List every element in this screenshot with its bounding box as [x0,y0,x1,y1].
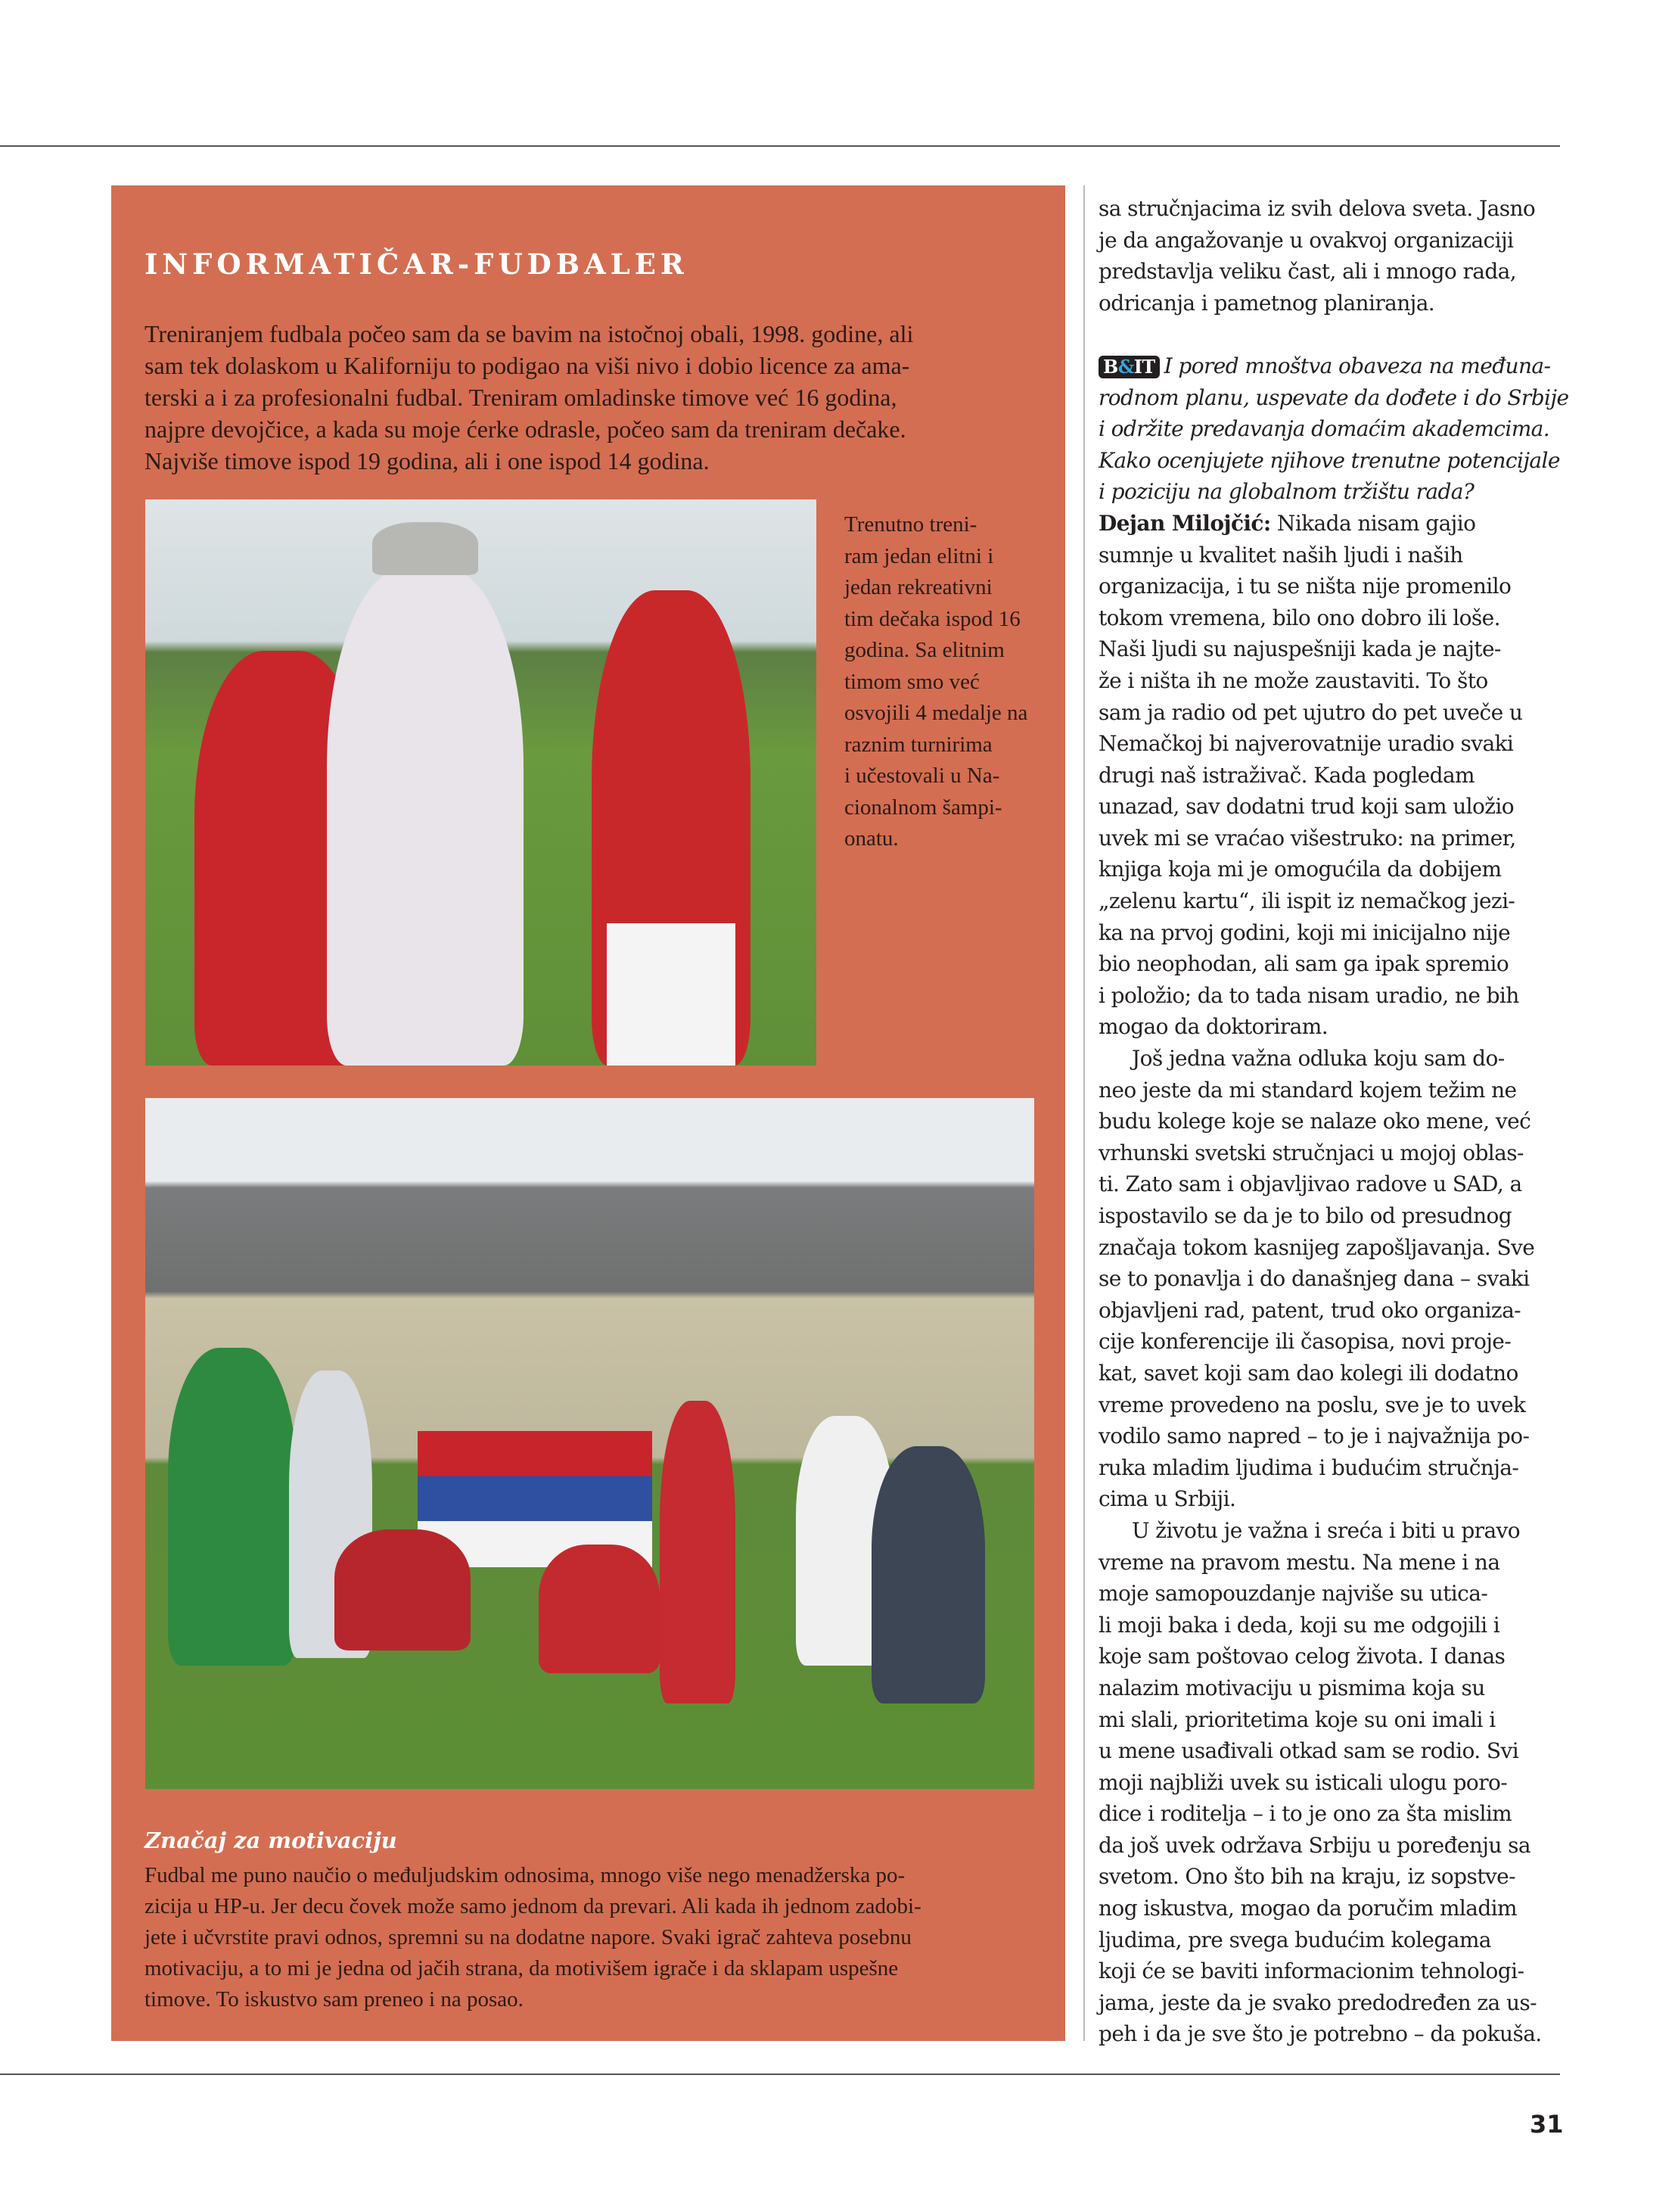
text-line: i učestovali u Na- [844,764,1000,788]
text-line: motivaciju, a to mi je jedna od jačih strana, da motivišem igrače i da sklapam uspešne [145,1956,899,1980]
answer-first-line: Nikada nisam gajio [1270,510,1476,536]
text-line: najpre devojčice, a kada su moje ćerke odrasle, počeo sam da treniram dečake. [145,415,906,443]
question-line: I pored mnoštva obaveza na međuna- [1164,353,1551,378]
box-intro [145,318,1052,477]
photo-team-with-flag [145,1098,1034,1789]
text-line: ti. Zato sam i objavljivao radove u SAD, a [1099,1171,1522,1197]
question-line: i poziciju na globalnom tržištu rada? [1099,479,1475,505]
text-line: i položio; da to tada nisam uradio, ne bih [1099,982,1519,1008]
text-line: tokom vremena, bilo ono dobro ili loše. [1099,605,1500,630]
text-line: Naši ljudi su najuspešniji kada je najte- [1099,636,1501,662]
text-line: kat, savet koji sam dao kolegi ili dodatno [1099,1360,1518,1386]
text-line: jama, jeste da je svako predodređen za us- [1099,1990,1537,2015]
text-line: nog iskustva, mogao da poručim mladim [1099,1896,1517,1921]
answer-paragraph [1099,540,1568,1044]
text-line: objavljeni rad, patent, trud oko organiza- [1099,1297,1521,1323]
speaker-name: Dejan Milojčić: [1099,510,1271,536]
text-line: U životu je važna i sreća i biti u pravo [1132,1517,1521,1543]
text-line: sam tek dolaskom u Kaliforniju to podigao na viši nivo i dobio licence za ama- [145,352,910,379]
text-line: mi slali, prioritetima koje su oni imali i [1099,1706,1496,1732]
answer-paragraph [1099,1043,1568,1515]
text-line: cije konferencije ili časopisa, novi proje- [1099,1329,1512,1355]
question-line: i održite predavanja domaćim akademcima. [1099,416,1550,442]
text-line: organizacija, i tu se ništa nije promenilo [1099,574,1512,599]
badge-it: IT [1133,355,1155,378]
text-line: raznim turnirima [844,732,993,757]
photo-caption [844,509,1056,855]
text-line: že i ništa ih ne može zaustaviti. To što [1099,667,1488,693]
text-line: se to ponavlja i do današnjeg dana – svaki [1099,1266,1530,1292]
text-line: ispostavilo se da je to bilo od presudnog [1099,1203,1512,1228]
text-line: Još jedna važna odluka koju sam do- [1132,1046,1505,1072]
text-line: Nemačkoj bi najverovatnije uradio svaki [1099,731,1514,757]
text-line: svetom. Ono što bih na kraju, iz sopstve- [1099,1864,1515,1890]
text-line: vrhunski svetski stručnjaci u mojoj oblas- [1099,1140,1524,1165]
text-line: sumnje u kvalitet naših ljudi i naših [1099,542,1463,568]
interview-question [1099,350,1568,508]
bottom-rule [0,2074,1560,2075]
text-line: unazad, sav dodatni trud koji sam uložio [1099,794,1515,820]
text-line: jete i učvrstite pravi odnos, spremni su na dodatne napore. Svaki igrač zahteva posebnu [145,1925,912,1949]
text-line: ka na prvoj godini, koji mi inicijalno nije [1099,919,1511,945]
text-line: cionalnom šampi- [844,795,1002,820]
subheading-body [145,1860,1052,2015]
text-line: „zelenu kartu“, ili ispit iz nemačkog jezi- [1099,888,1515,914]
text-line: neo jeste da mi standard kojem težim ne [1099,1077,1517,1103]
subheading: Značaj za motivaciju [145,1828,397,1853]
text-line: moje samopouzdanje najviše su utica- [1099,1581,1488,1607]
text-line: dice i roditelja – i to je ono za šta mislim [1099,1801,1512,1827]
text-line: peh i da je sve što je potrebno – da pokuša. [1099,2021,1542,2047]
text-line: nalazim motivaciju u pismima koja su [1099,1675,1485,1700]
top-rule [0,145,1560,147]
answer-paragraph [1099,1515,1568,2050]
text-line: moji najbliži uvek su isticali ulogu poro- [1099,1769,1508,1795]
page-number: 31 [1530,2110,1564,2139]
text-line: tim dečaka ispod 16 [844,606,1021,631]
text-line: Najviše timove ispod 19 godina, ali i one ispod 14 godina. [145,447,710,474]
column-divider [1083,185,1085,2041]
text-line: timove. To iskustvo sam preneo i na posao. [145,1987,524,2011]
text-line: ljudima, pre svega budućim kolegama [1099,1927,1491,1952]
text-line: koje sam poštovao celog života. I danas [1099,1644,1506,1669]
text-line: bio neophodan, ali sam ga ipak spremio [1099,951,1509,977]
text-line: ram jedan elitni i [844,543,994,568]
text-line: sa stručnjacima iz svih delova sveta. Jasno [1099,196,1536,221]
text-line: Trenutno treni- [844,512,977,537]
text-line: li moji baka i deda, koji su me odgojili i [1099,1612,1500,1638]
badge-b: B [1103,355,1118,378]
text-line: je da angažovanje u ovakvoj organizaciji [1099,227,1514,253]
box-title: INFORMATIČAR-FUDBALER [145,247,688,281]
text-line: značaja tokom kasnijeg zapošljavanja. Sve [1099,1234,1535,1260]
text-line: onatu. [844,826,899,851]
text-line: drugi naš istraživač. Kada pogledam [1099,762,1475,788]
bit-badge [1099,356,1160,378]
text-line: budu kolege koje se nalaze oko mene, već [1099,1109,1531,1134]
text-line: osvojili 4 medalje na [844,701,1028,725]
text-line: vodilo samo napred – to je i najvažnija po- [1099,1423,1530,1449]
text-line: Treniranjem fudbala počeo sam da se bavim na istočnoj obali, 1998. godine, ali [145,320,914,347]
text-line: uvek mi se vraćao višestruko: na primer, [1099,825,1516,851]
photo-coach-with-players [145,499,816,1066]
text-line: Fudbal me puno naučio o međuljudskim odnosima, mnogo više nego menadžerska po- [145,1863,906,1887]
text-line: terski a i za profesionalni fudbal. Treniram omladinske timove već 16 godina, [145,384,897,411]
text-line: cima u Srbiji. [1099,1486,1236,1512]
text-line: predstavlja veliku čast, ali i mnogo rada, [1099,259,1517,285]
text-line: odricanja i pametnog planiranja. [1099,290,1435,316]
text-line: da još uvek održava Srbiju u poređenju sa [1099,1832,1530,1858]
badge-amp: & [1117,355,1134,378]
text-line: timom smo već [844,669,980,694]
text-line: mogao da doktoriram. [1099,1014,1329,1040]
text-line: vreme provedeno na poslu, sve je to uvek [1099,1392,1526,1417]
text-line: sam ja radio od pet ujutro do pet uveče u [1099,699,1523,725]
text-line: koji će se baviti informacionim tehnologi- [1099,1958,1524,1984]
text-line: vreme na pravom mestu. Na mene i na [1099,1549,1500,1575]
answer-paragraph [1099,193,1568,319]
text-line: godina. Sa elitnim [844,638,1005,662]
text-line: jedan rekreativni [844,575,993,599]
text-line: u mene usađivali otkad sam se rodio. Svi [1099,1738,1519,1764]
text-line: zicija u HP-u. Jer decu čovek može samo jednom da prevari. Ali kada ih jednom zadobi- [145,1894,921,1918]
interview-column [1099,193,1568,2050]
text-line: ruka mladim ljudima i budućim stručnja- [1099,1454,1519,1480]
text-line: knjiga koja mi je omogućila da dobijem [1099,857,1502,882]
question-line: Kako ocenjujete njihove trenutne potencijale [1099,447,1560,473]
sidebar-box [111,185,1065,2041]
question-line: rodnom planu, uspevate da dođete i do Srbije [1099,384,1569,410]
